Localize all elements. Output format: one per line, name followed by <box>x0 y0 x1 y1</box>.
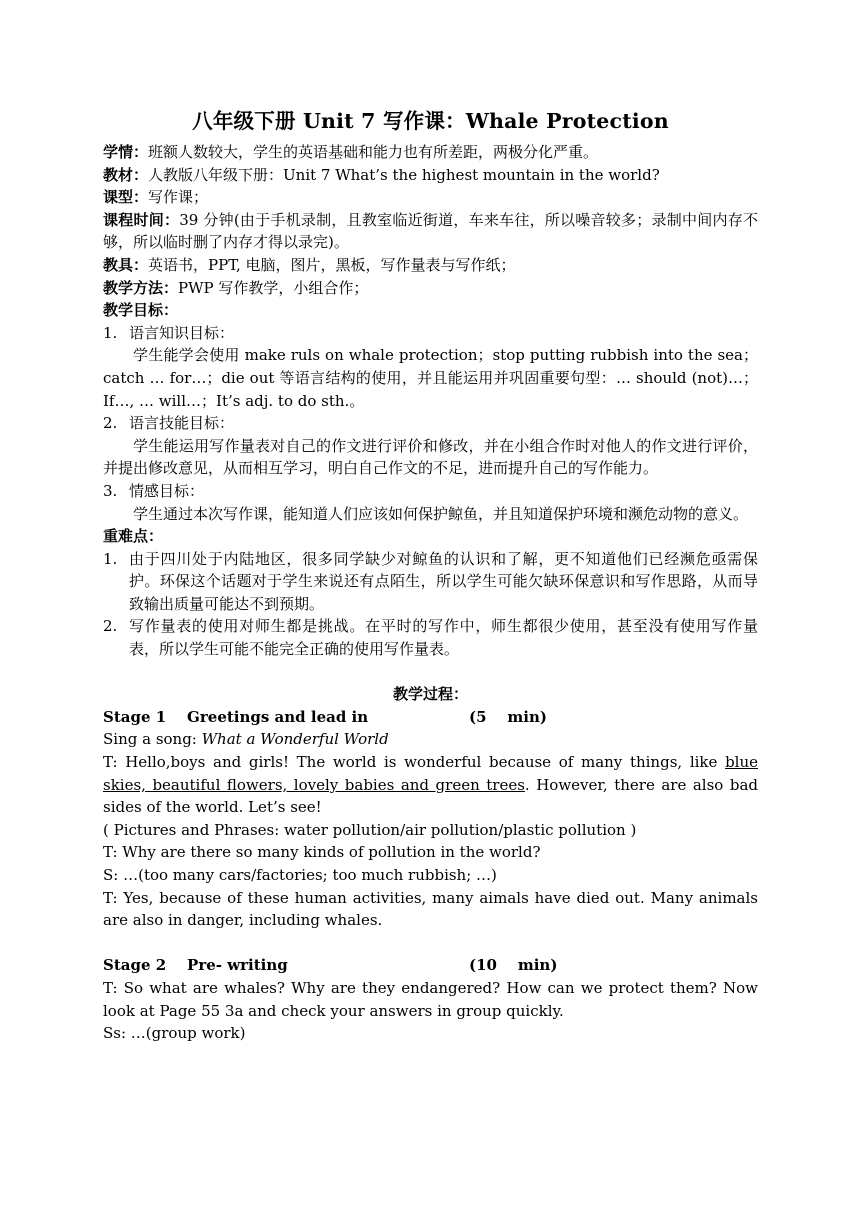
stage-time: (5 min) <box>469 707 547 726</box>
stage-1-heading <box>103 706 758 729</box>
goal-body-3: 学生通过本次写作课，能知道人们应该如何保护鲸鱼，并且知道保护环境和濒危动物的意义。 <box>133 504 749 523</box>
lesson-time <box>103 209 758 254</box>
value: 39 分钟(由于手机录制，且教室临近街道，车来车往，所以噪音较多；录制中间内存不够，所以临时删了内存才得以录完)。 <box>103 210 758 252</box>
label: 课型： <box>103 188 149 207</box>
goal-title: 语言技能目标： <box>129 414 235 433</box>
textbook <box>103 164 758 187</box>
label: 教具： <box>103 255 149 274</box>
label: 教材： <box>103 165 149 184</box>
goal-heading-2 <box>103 412 758 435</box>
teacher-line-3: T: Yes, because of these human activities, many aimals have died out. Many animals are also in danger, including whales. <box>103 888 758 930</box>
teacher-line-1 <box>103 751 758 819</box>
goal-heading-1 <box>103 322 758 345</box>
teacher-line-2: T: Why are there so many kinds of pollution in the world? <box>103 843 541 862</box>
difficulty-heading: 重难点： <box>103 527 164 546</box>
student-situation <box>103 141 758 164</box>
label: 课程时间： <box>103 210 180 229</box>
process-heading: 教学过程： <box>392 685 468 704</box>
spacer <box>103 661 758 684</box>
item-text: 写作量表的使用对师生都是挑战。在平时的写作中，师生都很少使用，甚至没有使用写作量表，所以学生可能不能完全正确的使用写作量表。 <box>129 617 758 659</box>
goal-body-1: 学生能学会使用 make ruls on whale protection；stop putting rubbish into the sea；catch … for…；die out 等语言结构的使用，并且能运用并巩固重要句型：… should (not)…；If…, … will…；It’s adj. to do sth.。 <box>103 346 758 410</box>
teaching-method <box>103 277 758 300</box>
teacher-line-4: T: So what are whales? Why are they endangered? How can we protect them? Now look at Page 55 3a and check your answers in group quickly. <box>103 978 758 1020</box>
goal-number: 2. <box>103 414 118 433</box>
song-title: What a Wonderful World <box>201 730 389 749</box>
stage-time: (10 min) <box>469 956 558 975</box>
goal-number: 3. <box>103 481 118 500</box>
text: . However, there are also bad sides of the world. Let’s see! <box>103 775 759 817</box>
item-text: 由于四川处于内陆地区，很多同学缺少对鲸鱼的认识和了解，更不知道他们已经濒危亟需保护。环保这个话题对于学生来说还有点陌生，所以学生可能欠缺环保意识和写作思路，从而导致输出质量可能达不到预期。 <box>129 549 758 613</box>
underlined-text: blue skies, beautiful flowers, lovely babies and green trees <box>103 753 758 794</box>
label: 学情： <box>103 143 149 161</box>
goal-title: 语言知识目标： <box>129 323 235 342</box>
spacer <box>103 932 758 955</box>
label: 教学方法： <box>103 278 179 297</box>
item-number: 1. <box>103 549 118 568</box>
lesson-type <box>103 186 758 209</box>
value: PWP 写作教学，小组合作； <box>178 278 369 297</box>
song-line <box>103 728 758 751</box>
goals-heading: 教学目标： <box>103 301 179 320</box>
stage-title: Stage 1 Greetings and lead in <box>103 707 369 726</box>
teaching-aids <box>103 254 758 277</box>
item-number: 2. <box>103 617 118 636</box>
goal-number: 1. <box>103 323 118 342</box>
goal-body-2: 学生能运用写作量表对自己的作文进行评价和修改，并在小组合作时对他人的作文进行评价，并提出修改意见，从而相互学习，明白自己作文的不足，进而提升自己的写作能力。 <box>103 436 758 478</box>
students-line: Ss: …(group work) <box>103 1024 246 1043</box>
value: 写作课； <box>148 188 209 207</box>
value: 英语书，PPT, 电脑，图片，黑板，写作量表与写作纸； <box>148 255 516 274</box>
difficulty-item-2 <box>103 615 758 660</box>
stage-2-heading <box>103 954 758 977</box>
goal-heading-3 <box>103 480 758 503</box>
stage-title: Stage 2 Pre- writing <box>103 956 288 975</box>
difficulty-item-1 <box>103 548 758 616</box>
song-prefix: Sing a song: <box>103 730 202 749</box>
value: 班额人数较大，学生的英语基础和能力也有所差距，两极分化严重。 <box>148 143 599 161</box>
student-line: S: …(too many cars/factories; too much rubbish; …) <box>103 866 497 884</box>
pictures-line: ( Pictures and Phrases: water pollution/air pollution/plastic pollution ) <box>103 820 637 839</box>
goal-title: 情感目标： <box>129 481 205 500</box>
text: T: Hello,boys and girls! The world is wonderful because of many things, like <box>103 753 726 772</box>
page-title: 八年级下册 Unit 7 写作课：Whale Protection <box>192 109 669 133</box>
value: 人教版八年级下册：Unit 7 What’s the highest mountain in the world? <box>148 165 660 184</box>
